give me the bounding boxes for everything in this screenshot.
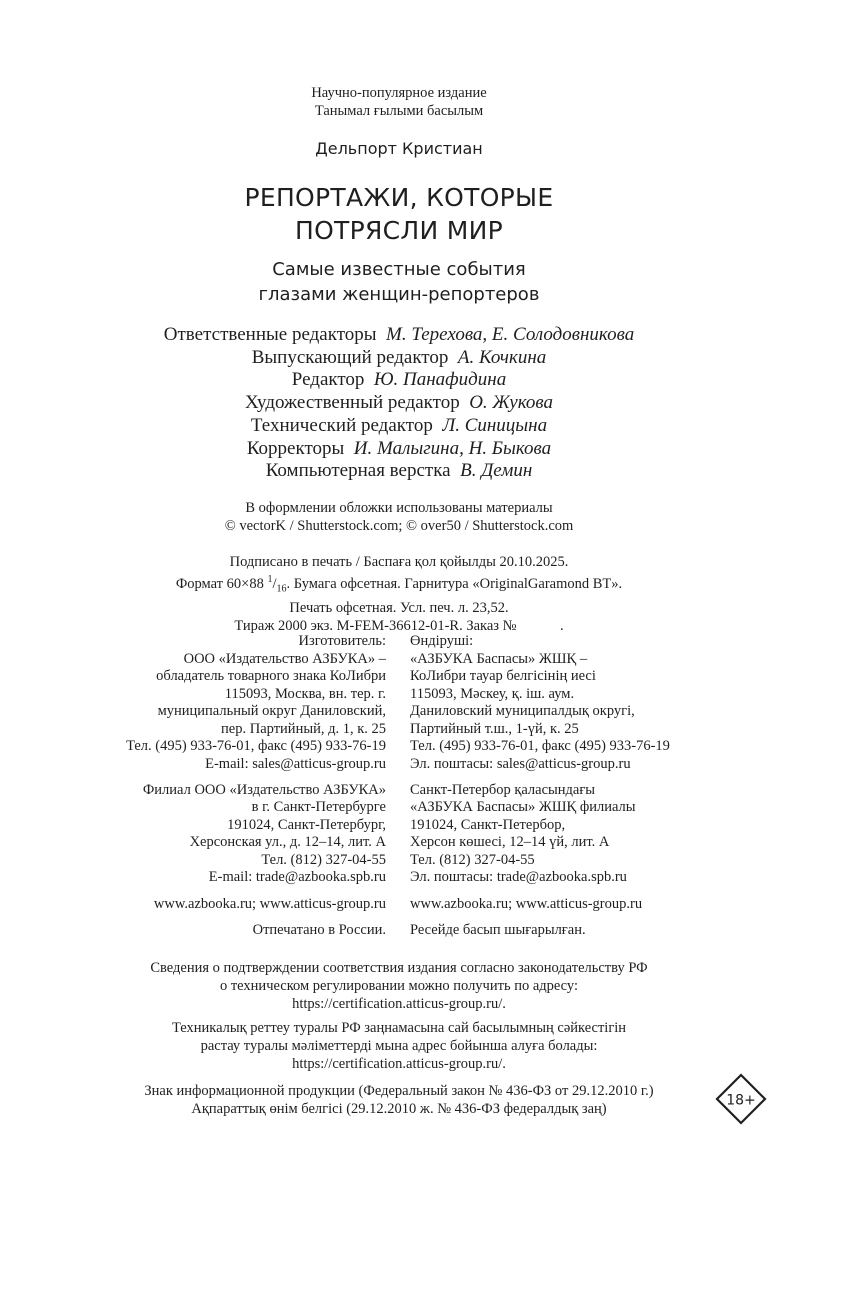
manufacturer-ru-line: Изготовитель: [298, 633, 386, 649]
book-title-line-1: РЕПОРТАЖИ, КОТОРЫЕ [244, 183, 554, 212]
print-signed-date: Подписано в печать / Баспаға қол қойылды 20.10.2025. [229, 554, 569, 570]
credit-line: Компьютерная верстка В. Демин [265, 460, 533, 482]
branch-ru-line: в г. Санкт-Петербурге [251, 799, 386, 816]
manufacturer-column-ru [126, 633, 386, 939]
print-method: Печать офсетная. Усл. печ. л. 23,52. [289, 599, 509, 616]
manufacturer-ru-line: ООО «Издательство АЗБУКА» – [183, 650, 386, 667]
branch-kz-line: Эл. поштасы: trade@azbooka.spb.ru [410, 869, 627, 886]
print-run: Тираж 2000 экз. M-FEM-36612-01-R. Заказ № . [234, 617, 564, 634]
branch-ru-line: Тел. (812) 327-04-55 [261, 851, 386, 868]
information-product-sign [0, 1082, 798, 1118]
editorial-credits [0, 324, 798, 483]
manufacturer-ru-line: пер. Партийный, д. 1, к. 25 [221, 720, 386, 737]
branch-kz-line: Херсон көшесі, 12–14 үй, лит. А [410, 834, 610, 851]
certification-kz-line: https://certification.atticus-group.ru/. [292, 1056, 506, 1072]
branch-kz-line: Санкт-Петербор қаласындағы [410, 781, 596, 798]
branch-kz-line: «АЗБУКА Баспасы» ЖШҚ филиалы [410, 799, 636, 816]
print-format: Формат 60×88 $^1/_{16}$. Бумага офсетная. Гарнитура «OriginalGaramond BT». [175, 574, 623, 595]
certification-ru-line: https://certification.atticus-group.ru/. [292, 996, 506, 1012]
manufacturer-kz-line: «АЗБУКА Баспасы» ЖШҚ – [410, 650, 588, 667]
info-sign-kz: Ақпараттық өнім белгісі (29.12.2010 ж. № 436-ФЗ федералдық заң) [191, 1101, 607, 1117]
credit-line: Технический редактор Л. Синицына [250, 414, 548, 436]
print-info [0, 553, 798, 635]
certification-kz [0, 1019, 798, 1073]
manufacturer-kz-line: 115093, Мәскеу, қ. іш. аум. [410, 685, 575, 702]
book-subtitle-line-1: Самые известные события [272, 259, 526, 280]
credit-line: Корректоры И. Малыгина, Н. Быкова [246, 437, 552, 459]
manufacturer-kz-line: Эл. поштасы: sales@atticus-group.ru [410, 755, 631, 772]
website-ru: www.azbooka.ru; www.atticus-group.ru [153, 895, 386, 912]
author-name: Дельпорт Кристиан [315, 139, 483, 158]
certification-ru [0, 959, 798, 1013]
manufacturer-ru-line: Тел. (495) 933-76-01, факс (495) 933-76-19 [126, 738, 386, 754]
manufacturer-kz-line: КоЛибри тауар белгісінің иесі [410, 668, 596, 684]
branch-ru-line: 191024, Санкт-Петербург, [227, 816, 386, 833]
manufacturer-ru-line: 115093, Москва, вн. тер. г. [224, 685, 386, 702]
certification-kz-line: растау туралы мәліметтерді мына адрес бойынша алуға болады: [200, 1038, 598, 1054]
book-subtitle-line-2: глазами женщин-репортеров [258, 284, 540, 305]
branch-ru-line: Херсонская ул., д. 12–14, лит. А [189, 834, 386, 851]
book-title-line-2: ПОТРЯСЛИ МИР [294, 216, 504, 245]
age-rating-badge [715, 1073, 767, 1125]
info-sign-ru: Знак информационной продукции (Федеральный закон № 436-ФЗ от 29.12.2010 г.) [144, 1083, 654, 1099]
manufacturer-ru-line: E-mail: sales@atticus-group.ru [205, 755, 386, 772]
edition-type-kz: Танымал ғылыми басылым [314, 103, 484, 119]
certification-ru-line: Сведения о подтверждении соответствия издания согласно законодательству РФ [150, 960, 648, 976]
branch-ru-line: E-mail: trade@azbooka.spb.ru [208, 869, 386, 886]
book-title [0, 181, 798, 247]
branch-ru-line: Филиал ООО «Издательство АЗБУКА» [142, 781, 386, 798]
cover-credits [0, 499, 798, 535]
edition-type-ru: Научно-популярное издание [311, 85, 487, 101]
branch-kz-line: Тел. (812) 327-04-55 [410, 851, 535, 868]
manufacturer-kz-line: Партийный т.ш., 1-үй, к. 25 [410, 720, 579, 737]
book-subtitle [0, 257, 798, 307]
manufacturer-ru-line: муниципальный округ Даниловский, [157, 703, 386, 719]
printed-in-ru: Отпечатано в России. [252, 921, 386, 938]
certification-ru-line: о техническом регулировании можно получить по адресу: [219, 978, 579, 994]
printed-in-kz: Ресейде басып шығарылған. [410, 921, 586, 938]
credit-line: Художественный редактор О. Жукова [245, 392, 553, 414]
manufacturer-kz-line: Даниловский муниципалдық округі, [410, 703, 635, 719]
manufacturer-column-kz [410, 633, 670, 939]
credit-line: Ответственные редакторы М. Терехова, Е. Солодовникова [163, 324, 635, 345]
branch-kz-line: 191024, Санкт-Петербор, [410, 816, 566, 833]
manufacturer-kz-line: Тел. (495) 933-76-01, факс (495) 933-76-19 [410, 738, 670, 754]
credit-line: Редактор Ю. Панафидина [291, 369, 507, 391]
age-rating-text: 18+ [726, 1092, 756, 1109]
manufacturer-kz-line: Өндіруші: [410, 633, 474, 649]
cover-credits-line-2: © vectorK / Shutterstock.com; © over50 / Shutterstock.com [224, 518, 574, 534]
credit-line: Выпускающий редактор А. Кочкина [251, 346, 547, 368]
cover-credits-line-1: В оформлении обложки использованы материалы [245, 500, 553, 516]
manufacturer-ru-line: обладатель товарного знака КоЛибри [156, 668, 386, 684]
edition-type [0, 84, 798, 120]
certification-kz-line: Техникалық реттеу туралы РФ заңнамасына сай басылымның сәйкестігін [171, 1020, 627, 1036]
website-kz: www.azbooka.ru; www.atticus-group.ru [410, 895, 643, 912]
